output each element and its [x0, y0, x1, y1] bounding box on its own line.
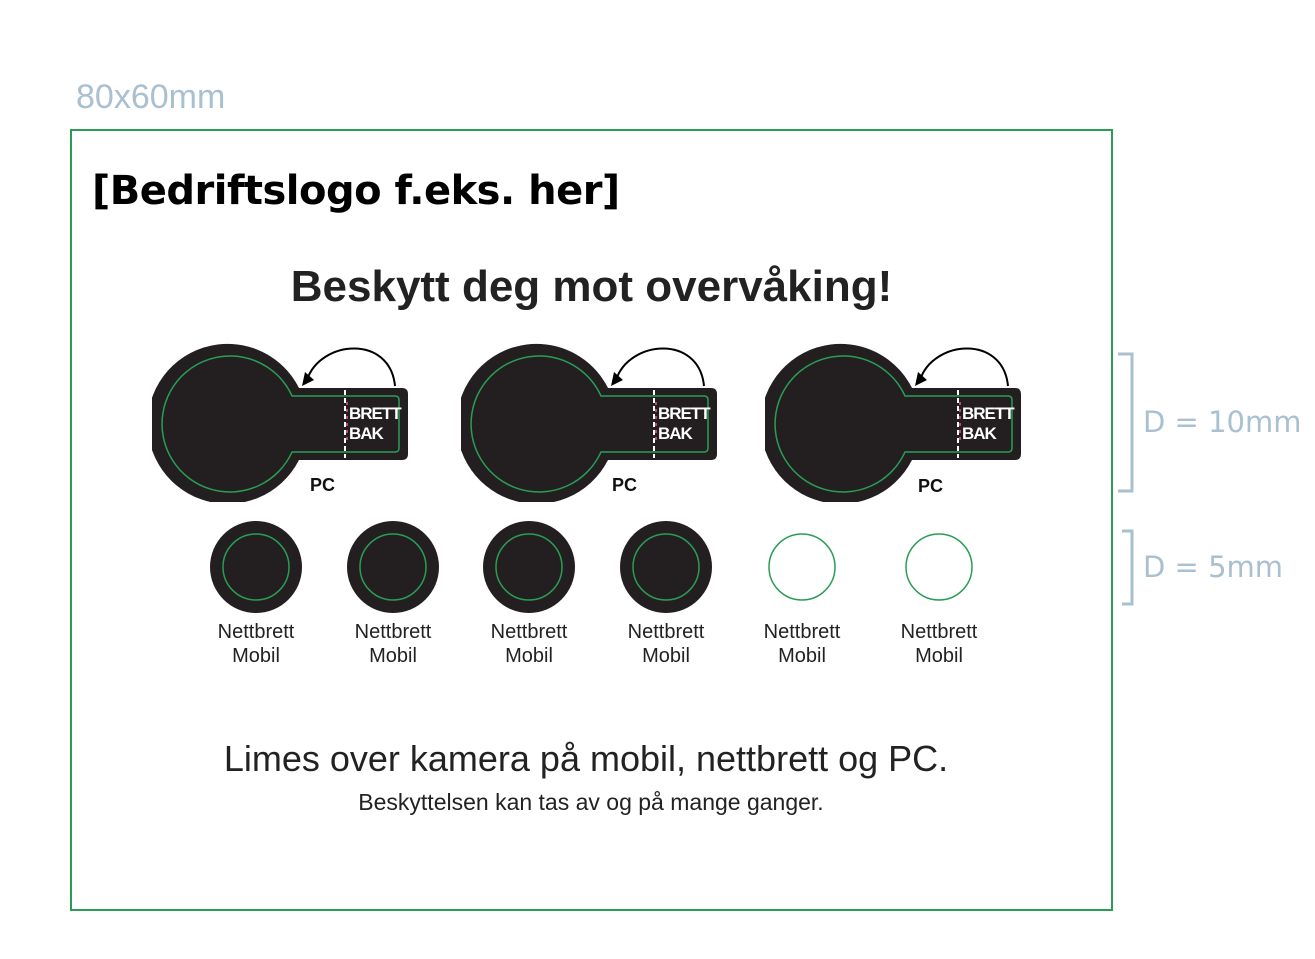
small-dimension-label: D = 5mm — [1143, 550, 1284, 584]
small-dimension-bracket — [1120, 529, 1138, 607]
caption-sub: Beskyttelsen kan tas av og på mange ganger. — [358, 789, 824, 815]
pc-sticker-shape — [461, 342, 741, 502]
small-sticker-label-line1: Nettbrett — [490, 621, 568, 643]
small-sticker-label-line2: Mobil — [778, 645, 826, 667]
large-dimension-label: D = 10mm — [1143, 405, 1302, 439]
small-sticker-label-line2: Mobil — [642, 645, 690, 667]
small-sticker-label — [606, 620, 726, 668]
pc-sticker-shape — [765, 342, 1045, 502]
pc-label: PC — [918, 476, 944, 496]
small-sticker — [210, 521, 302, 613]
small-sticker-label-line1: Nettbrett — [217, 621, 295, 643]
small-sticker — [347, 521, 439, 613]
small-sticker-label-line1: Nettbrett — [900, 621, 978, 643]
caption-main: Limes over kamera på mobil, nettbrett og PC. — [223, 738, 949, 779]
small-sticker-label-line1: Nettbrett — [354, 621, 432, 643]
headline: Beskytt deg mot overvåking! — [290, 262, 893, 311]
small-sticker — [620, 521, 712, 613]
small-sticker-label-line1: Nettbrett — [763, 621, 841, 643]
pc-sticker — [765, 342, 1045, 502]
fold-text-line1: BRETT — [962, 404, 1014, 423]
small-sticker-label — [742, 620, 862, 668]
fold-text-line1: BRETT — [658, 404, 710, 423]
small-sticker-label — [333, 620, 453, 668]
logo-placeholder: [Bedriftslogo f.eks. her] — [92, 168, 620, 214]
fold-text-line2: BAK — [658, 424, 692, 443]
fold-text-line2: BAK — [962, 424, 996, 443]
small-sticker-label-line2: Mobil — [369, 645, 417, 667]
small-sticker-label — [196, 620, 316, 668]
pc-label: PC — [612, 475, 638, 495]
small-sticker-label — [879, 620, 999, 668]
large-dimension-bracket — [1116, 352, 1138, 494]
fold-text-line2: BAK — [349, 424, 383, 443]
pc-label: PC — [310, 475, 336, 495]
small-sticker-outline — [756, 521, 848, 613]
small-sticker-outline — [893, 521, 985, 613]
small-sticker-label-line2: Mobil — [915, 645, 963, 667]
pc-sticker-shape — [152, 342, 432, 502]
size-label: 80x60mm — [76, 78, 226, 116]
small-sticker-label-line2: Mobil — [505, 645, 553, 667]
pc-sticker — [461, 342, 741, 502]
pc-sticker — [152, 342, 432, 502]
small-sticker-label-line1: Nettbrett — [627, 621, 705, 643]
small-sticker — [483, 521, 575, 613]
fold-text-line1: BRETT — [349, 404, 401, 423]
small-sticker-label — [469, 620, 589, 668]
small-sticker-label-line2: Mobil — [232, 645, 280, 667]
